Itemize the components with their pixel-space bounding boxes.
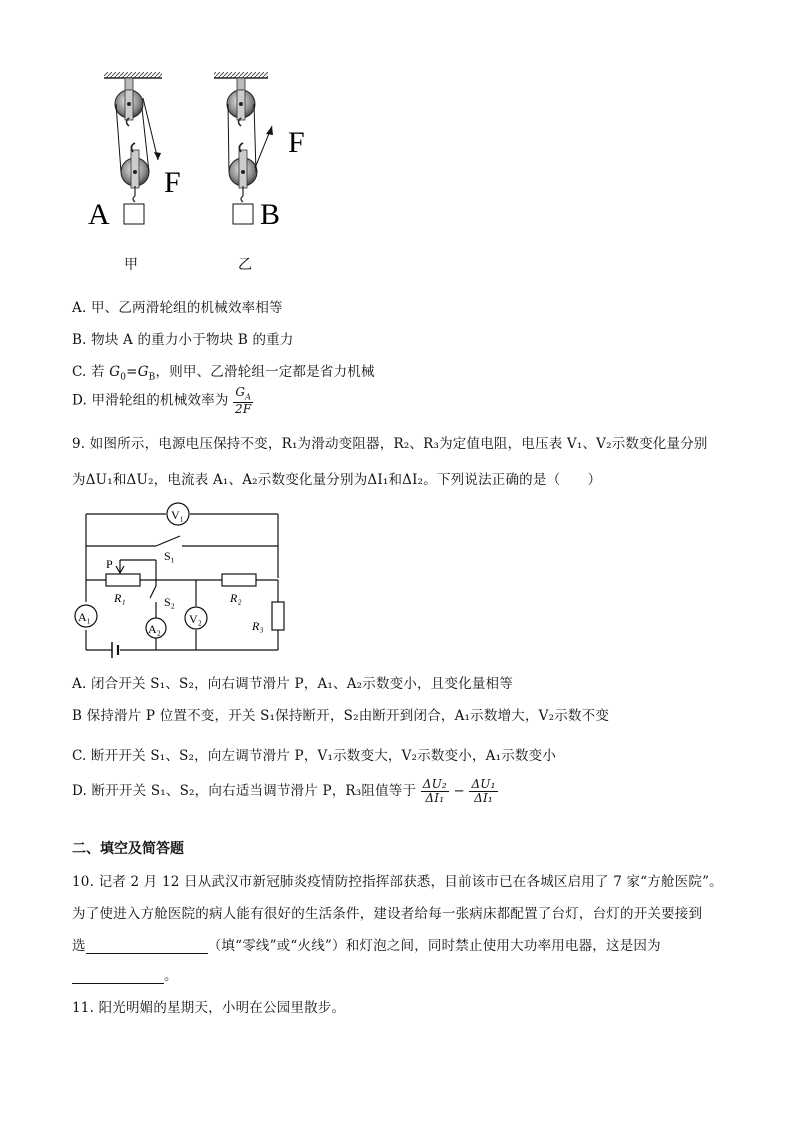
label-V2: V₂ (189, 612, 202, 626)
q9-line2: 为ΔU₁和ΔU₂，电流表 A₁、A₂示数变化量分别为ΔI₁和ΔI₂。下列说法正确的是（ ） (72, 472, 602, 488)
label-A1: A₁ (78, 610, 91, 624)
q9-option-c: C. 断开开关 S₁、S₂，向左调节滑片 P，V₁示数变大，V₂示数变小，A₁示数变小 (72, 748, 557, 764)
q11-line1: 11. 阳光明媚的星期天，小明在公园里散步。 (72, 1000, 346, 1016)
pulley-system-jia (104, 72, 162, 224)
caption-jia: 甲 (124, 257, 138, 273)
label-R1: R₁ (114, 591, 126, 605)
q9-option-d: D. 断开开关 S₁、S₂，向右适当调节滑片 P，R₃阻值等于 $\frac{\text{ΔU₂}}{\text{ΔI₁}}$ − $\frac{\text{ΔU₁}}{\text{ΔI₁}}$ (72, 777, 496, 806)
caption-yi: 乙 (238, 257, 252, 273)
answer-blank-1[interactable] (86, 939, 208, 954)
q10-line1: 10. 记者 2 月 12 日从武汉市新冠肺炎疫情防控指挥部获悉，目前该市已在各城区启用了 7 家“方舱医院”。 (72, 874, 723, 890)
label-F-left: F (164, 166, 181, 199)
q9-option-a: A. 闭合开关 S₁、S₂，向右调节滑片 P，A₁、A₂示数变小，且变化量相等 (72, 676, 513, 692)
answer-blank-2[interactable] (72, 969, 164, 984)
label-S1: S₁ (164, 549, 175, 563)
label-R3: R₃ (252, 619, 264, 633)
label-F-right: F (288, 126, 305, 159)
q8-option-d: D. 甲滑轮组的机械效率为 $\frac{G_A}{2F}$ (72, 385, 252, 417)
section-title: 二、填空及简答题 (72, 841, 184, 857)
q8-option-a: A. 甲、乙两滑轮组的机械效率相等 (72, 300, 283, 316)
circuit-diagram (70, 502, 300, 664)
q8-option-b: B. 物块 A 的重力小于物块 B 的重力 (72, 332, 294, 348)
efficiency-fraction: $\frac{G_A}{2F}$ (235, 385, 252, 417)
q10-line4: 。 (72, 964, 178, 984)
label-A: A (88, 198, 110, 231)
q10-line3: 选 （填“零线”或“火线”）和灯泡之间，同时禁止使用大功率用电器，这是因为 (72, 938, 661, 954)
q9-option-b: B 保持滑片 P 位置不变，开关 S₁保持断开，S₂由断开到闭合，A₁示数增大，V₂示数不变 (72, 708, 610, 724)
q8-option-c: C. 若 $G_0=G_B$，则甲、乙滑轮组一定都是省力机械 (72, 364, 375, 383)
label-V1: V₁ (171, 508, 184, 522)
label-R2: R₂ (230, 591, 242, 605)
fraction-du2-di1: $\frac{\text{ΔU₂}}{\text{ΔI₁}}$ (422, 777, 447, 806)
q9-line1: 9. 如图所示，电源电压保持不变，R₁为滑动变阻器，R₂、R₃为定值电阻，电压表 V₁、V₂示数变化量分别 (72, 436, 708, 452)
label-B: B (260, 198, 281, 231)
fraction-du1-di1: $\frac{\text{ΔU₁}}{\text{ΔI₁}}$ (471, 777, 496, 806)
label-S2: S₂ (164, 595, 175, 609)
q10-line2: 为了使进入方舱医院的病人能有很好的生活条件，建设者给每一张病床都配置了台灯，台灯的开关要接到 (72, 906, 703, 922)
label-P: P (106, 557, 113, 571)
pulley-figure (80, 68, 340, 278)
label-A2: A₂ (148, 622, 161, 636)
